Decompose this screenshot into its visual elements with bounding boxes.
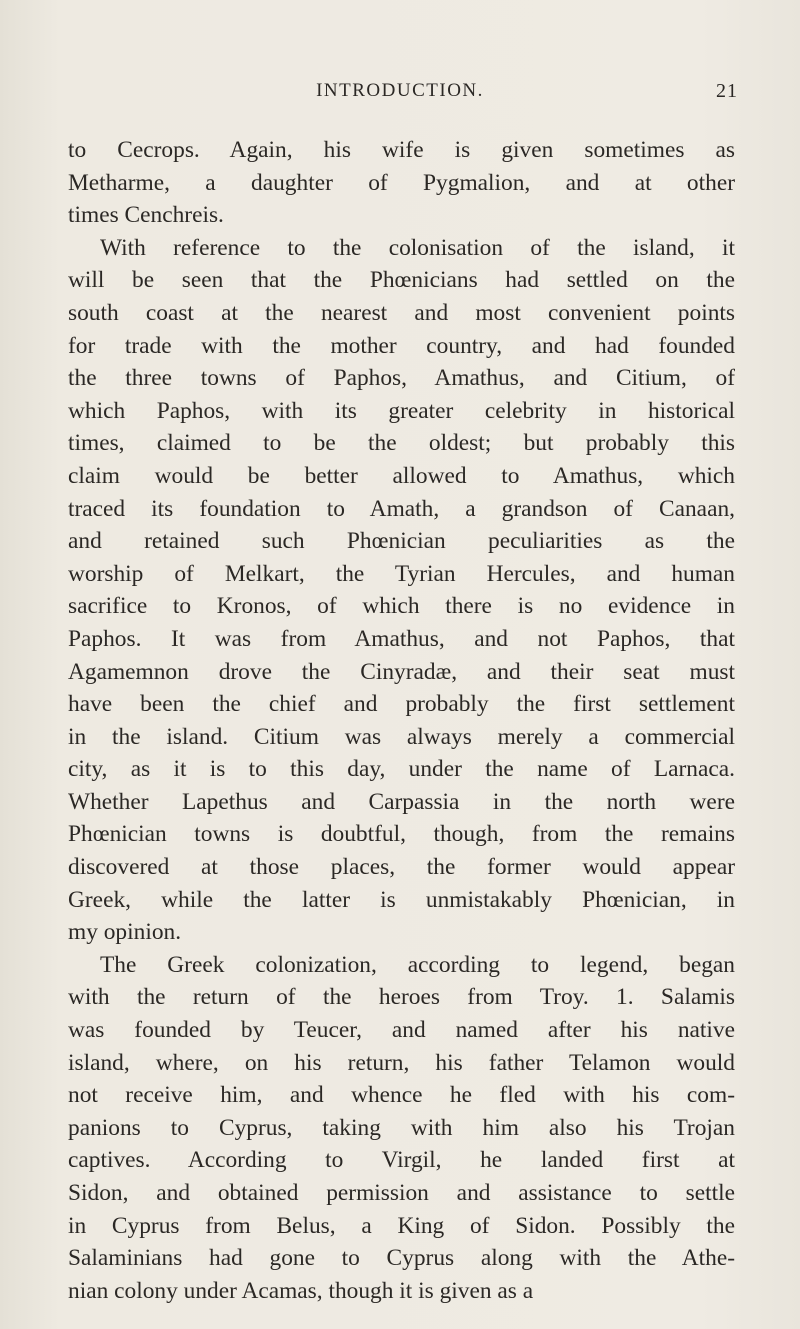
text-line: which Paphos, with its greater celebrity in historical — [68, 397, 735, 424]
text-line: Greek, while the latter is unmistakably Phœnician, in — [68, 886, 735, 913]
text-line: Metharme, a daughter of Pygmalion, and at other — [68, 169, 735, 196]
text-line: Agamemnon drove the Cinyradæ, and their seat must — [68, 658, 735, 685]
text-line: not receive him, and whence he fled with his com- — [68, 1082, 735, 1109]
text-line: sacrifice to Kronos, of which there is no evidence in — [68, 593, 735, 620]
text-line: claim would be better allowed to Amathus, which — [68, 462, 735, 489]
text-line: discovered at those places, the former would appear — [68, 854, 735, 881]
page-number: 21 — [716, 80, 738, 102]
text-line: Whether Lapethus and Carpassia in the north were — [68, 788, 735, 815]
text-line: captives. According to Virgil, he landed first at — [68, 1147, 735, 1174]
text-line: in Cyprus from Belus, a King of Sidon. Possibly the — [68, 1212, 735, 1239]
text-line: times, claimed to be the oldest; but probably this — [68, 430, 735, 457]
text-line: The Greek colonization, according to legend, began — [100, 951, 735, 978]
text-line: times Cenchreis. — [68, 202, 224, 229]
text-line: for trade with the mother country, and had founded — [68, 332, 735, 359]
text-line: Phœnician towns is doubtful, though, from the remains — [68, 821, 735, 848]
text-line: Paphos. It was from Amathus, and not Paphos, that — [68, 625, 735, 652]
paragraph — [68, 232, 735, 949]
text-line: will be seen that the Phœnicians had settled on the — [68, 267, 735, 294]
text-line: and retained such Phœnician peculiarities as the — [68, 528, 735, 555]
text-line: have been the chief and probably the first settlement — [68, 691, 735, 718]
text-line: the three towns of Paphos, Amathus, and Citium, of — [68, 365, 735, 392]
text-line: in the island. Citium was always merely a commercial — [68, 723, 735, 750]
text-line: Salaminians had gone to Cyprus along with the Athe- — [68, 1245, 735, 1272]
running-head — [0, 80, 800, 106]
text-line: to Cecrops. Again, his wife is given sometimes as — [68, 137, 735, 163]
text-line: Sidon, and obtained permission and assistance to settle — [68, 1180, 735, 1206]
text-line: With reference to the colonisation of the island, it — [100, 234, 735, 261]
text-line: island, where, on his return, his father Telamon would — [68, 1049, 735, 1076]
text-line: worship of Melkart, the Tyrian Hercules, and human — [68, 560, 735, 587]
text-line: nian colony under Acamas, though it is given as a — [68, 1277, 534, 1304]
paragraph — [68, 949, 735, 1308]
text-line: city, as it is to this day, under the name of Larnaca. — [68, 756, 735, 783]
text-line: with the return of the heroes from Troy. 1. Salamis — [68, 984, 735, 1011]
text-line: my opinion. — [68, 919, 182, 946]
body-text — [68, 134, 735, 1307]
text-line: south coast at the nearest and most convenient points — [68, 299, 735, 326]
text-line: panions to Cyprus, taking with him also his Trojan — [68, 1114, 735, 1141]
text-line: was founded by Teucer, and named after his native — [68, 1017, 735, 1044]
text-line: traced its foundation to Amath, a grandson of Canaan, — [68, 495, 735, 522]
paragraph — [68, 134, 735, 232]
running-title: INTRODUCTION. — [316, 80, 484, 101]
